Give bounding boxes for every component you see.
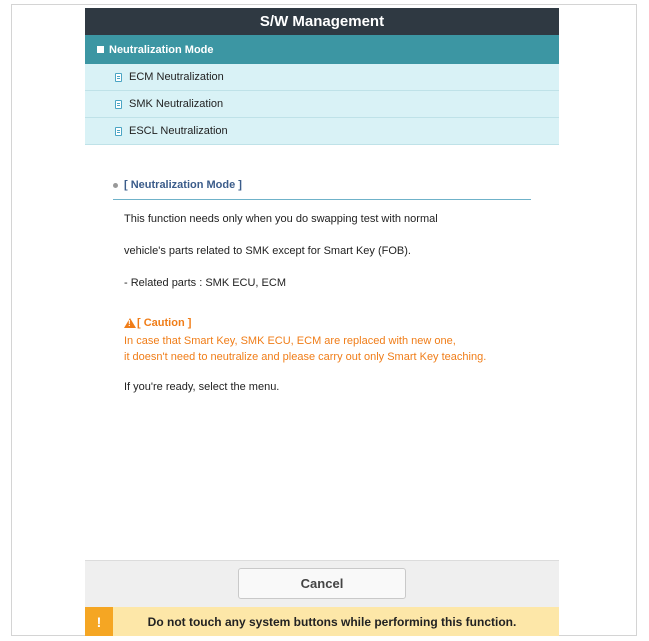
window-title: S/W Management [85, 8, 559, 35]
caution-line-1: In case that Smart Key, SMK ECU, ECM are replaced with new one, [124, 335, 456, 347]
square-icon [97, 46, 104, 53]
menu-item-escl-neutralization[interactable] [85, 118, 559, 145]
caution-line-2: it doesn't need to neutralize and please carry out only Smart Key teaching. [124, 351, 487, 363]
section-title-text: [ Neutralization Mode ] [124, 179, 242, 191]
caution-title: [ Caution ] [137, 317, 192, 329]
description-line-2: vehicle's parts related to SMK except for Smart Key (FOB). [124, 245, 411, 257]
warning-bar [85, 607, 559, 636]
document-icon [115, 127, 122, 136]
bullet-icon [113, 183, 118, 188]
menu-item-ecm-neutralization[interactable] [85, 64, 559, 91]
warning-triangle-icon: ! [124, 318, 136, 328]
section-title [113, 179, 531, 200]
warning-text: Do not touch any system buttons while performing this function. [147, 614, 517, 629]
cancel-button[interactable]: Cancel [238, 568, 406, 599]
exclamation-icon: ! [85, 607, 113, 636]
menu-item-smk-neutralization[interactable] [85, 91, 559, 118]
document-icon [115, 73, 122, 82]
menu-header-label: Neutralization Mode [109, 43, 214, 56]
ready-instruction: If you're ready, select the menu. [124, 381, 280, 393]
menu-header-neutralization-mode[interactable] [85, 35, 559, 64]
footer-bar [85, 560, 559, 607]
related-parts-text: - Related parts : SMK ECU, ECM [124, 277, 286, 289]
caution-heading [124, 317, 191, 329]
menu-item-label: ESCL Neutralization [129, 125, 228, 137]
sw-management-panel [85, 8, 559, 636]
description-line-1: This function needs only when you do swapping test with normal [124, 213, 438, 225]
menu-item-label: SMK Neutralization [129, 98, 224, 110]
menu-item-label: ECM Neutralization [129, 71, 224, 83]
document-icon [115, 100, 122, 109]
